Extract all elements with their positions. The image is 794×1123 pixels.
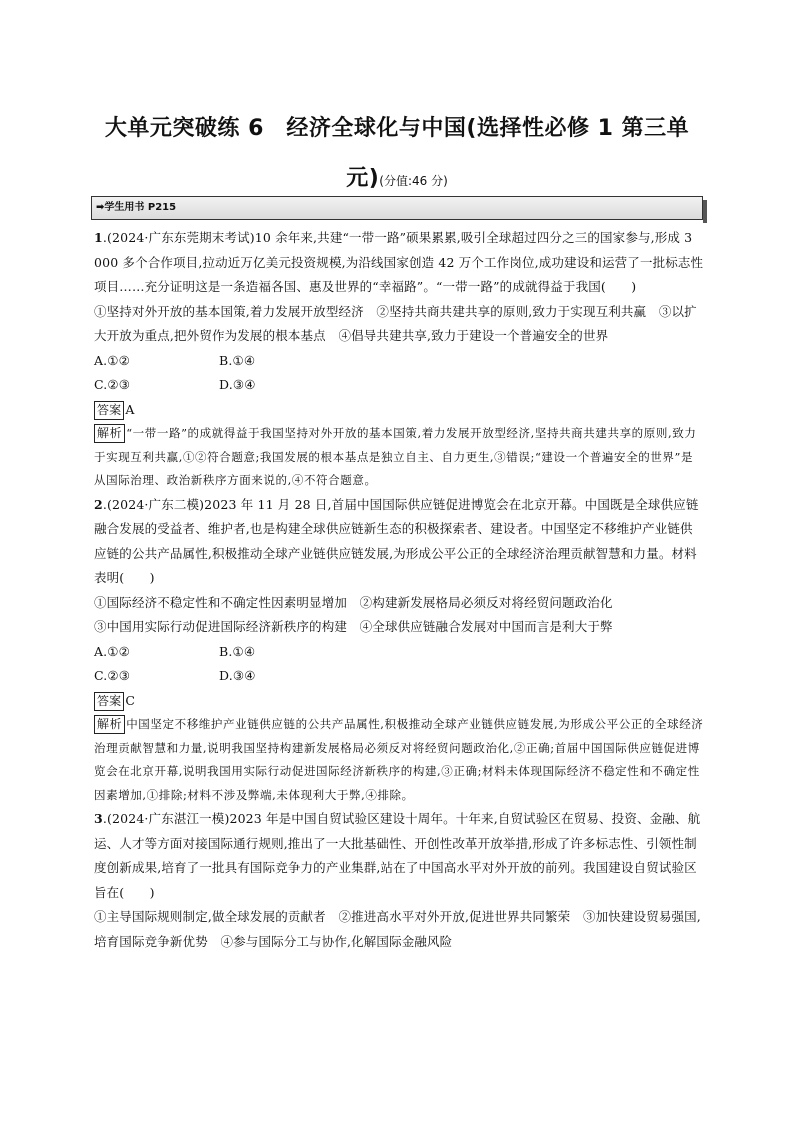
- option-d: D.③④: [219, 668, 256, 683]
- analysis-tag: 解析: [94, 715, 125, 734]
- question-stem: [94, 807, 704, 905]
- analysis-text: “一带一路”的成就得益于我国坚持对外开放的基本国策,着力发展开放型经济,坚持共商共建共享的原则,致力于实现互利共赢,①②符合题意;我国发展的根本基点是独立自主、自力更生,③错误;“建设一个普遍安全的世界”是从国际治理、政治新秩序方面来说的,④不符合题意。: [94, 426, 697, 487]
- question-stem: [94, 493, 704, 591]
- answer-value: A: [125, 401, 135, 417]
- question-text: .(2024·广东东莞期末考试)10 余年来,共建“一带一路”硕果累累,吸引全球超过四分之三的国家参与,形成 3 000 多个合作项目,拉动近万亿美元投资规模,为沿线国家创造 42 万个工作岗位,成功建设和运营了一批标志性项目……充分证明这是一条造福各国、惠及世界的“幸福路”。“一带一路”的成就得益于我国( ): [94, 230, 704, 294]
- title-score: (分值:46 分): [379, 174, 448, 188]
- options-row: [94, 640, 704, 665]
- question-2: [94, 493, 704, 808]
- analysis-tag: 解析: [94, 424, 125, 443]
- question-3: [94, 807, 704, 954]
- question-list: [94, 226, 704, 954]
- answer-line: [94, 689, 704, 714]
- analysis-text: 中国坚定不移维护产业链供应链的公共产品属性,积极推动全球产业链供应链发展,为形成公平公正的全球经济治理贡献智慧和力量,说明我国坚持构建新发展格局必须反对将经贸问题政治化,②正确;首届中国国际供应链促进博览会在北京开幕,说明我国用实际行动促进国际经济新秩序的构建,③正确;材料未体现国际经济不稳定性和不确定性因素增加,①排除;材料不涉及弊端,未体现利大于弊,④排除。: [94, 717, 704, 802]
- options-row: [94, 349, 704, 374]
- analysis-block: [94, 713, 704, 807]
- analysis-block: [94, 422, 704, 493]
- answer-tag: 答案: [94, 692, 124, 711]
- question-number: 1: [94, 230, 103, 245]
- question-statements: ①主导国际规则制定,做全球发展的贡献者 ②推进高水平对外开放,促进世界共同繁荣 ③加快建设贸易强国,培育国际竞争新优势 ④参与国际分工与协作,化解国际金融风险: [94, 909, 701, 949]
- question-text: .(2024·广东湛江一模)2023 年是中国自贸试验区建设十周年。十年来,自贸试验区在贸易、投资、金融、航运、人才等方面对接国际通行规则,推出了一大批基础性、开创性改革开放举措,形成了许多标志性、引领性制度创新成果,培育了一批具有国际竞争力的产业集群,站在了中国高水平对外开放的前列。我国建设自贸试验区旨在( ): [94, 811, 701, 900]
- options-row: [94, 664, 704, 689]
- question-number: 2: [94, 496, 103, 512]
- option-b: B.①④: [219, 352, 256, 368]
- option-a: A.①②: [94, 352, 131, 368]
- question-statements: ①坚持对外开放的基本国策,着力发展开放型经济 ②坚持共商共建共享的原则,致力于实现互利共赢 ③以扩大开放为重点,把外贸作为发展的根本基点 ④倡导共建共享,致力于建设一个普遍安全的世界: [94, 303, 697, 343]
- answer-tag: 答案: [94, 401, 124, 420]
- option-a: A.①②: [94, 643, 131, 659]
- question-statement-line: ①国际经济不稳定性和不确定性因素明显增加 ②构建新发展格局必须反对将经贸问题政治化: [94, 594, 613, 610]
- title-main: 大单元突破练 6 经济全球化与中国(选择性必修 1 第三单元): [104, 116, 690, 191]
- answer-line: [94, 398, 704, 423]
- answer-value: C: [125, 692, 136, 708]
- question-statement-line: ③中国用实际行动促进国际经济新秩序的构建 ④全球供应链融合发展对中国而言是利大于弊: [94, 619, 613, 634]
- page-title: [90, 104, 704, 206]
- question-1: [94, 226, 704, 493]
- banner-text: ➡学生用书 P215: [96, 202, 177, 213]
- option-b: B.①④: [219, 643, 256, 659]
- question-stem: [94, 226, 704, 300]
- option-c: C.②③: [94, 668, 131, 683]
- question-text: .(2024·广东二模)2023 年 11 月 28 日,首届中国国际供应链促进博览会在北京开幕。中国既是全球供应链融合发展的受益者、维护者,也是构建全球供应链新生态的积极探索者、建设者。中国坚定不移维护产业链供应链的公共产品属性,积极推动全球产业链供应链发展,为形成公平公正的全球经济治理贡献智慧和力量。材料表明( ): [94, 496, 699, 585]
- option-c: C.②③: [94, 377, 131, 392]
- student-book-banner: [91, 196, 703, 220]
- options-row: [94, 373, 704, 398]
- question-number: 3: [94, 811, 103, 826]
- option-d: D.③④: [219, 377, 256, 392]
